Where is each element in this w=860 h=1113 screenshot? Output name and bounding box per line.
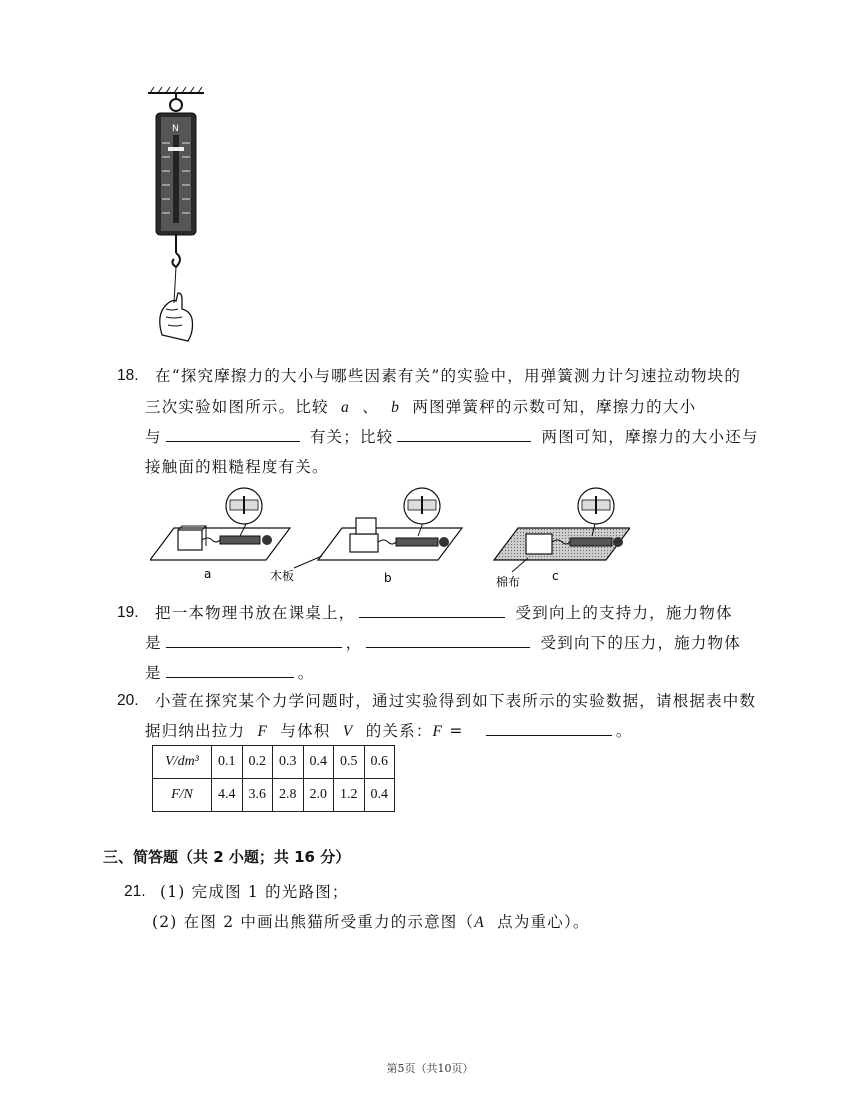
table-cell: 3.6 — [242, 779, 273, 812]
label-cloth: 棉布 — [496, 575, 521, 589]
label-c: c — [552, 569, 559, 583]
q20-line-2: 据归纳出拉力 F 与体积 V 的关系：F = 。 — [145, 716, 633, 747]
answer-blank[interactable] — [486, 719, 612, 736]
table-cell: 0.6 — [364, 746, 395, 779]
q18-line-2: 三次实验如图所示。比较 a 、 b 两图弹簧秤的示数可知，摩擦力的大小 — [145, 398, 697, 416]
table-header-volume: V/dm³ — [153, 746, 212, 779]
q21-part-1: (1) 完成图 1 的光路图； — [160, 883, 349, 901]
table-cell: 2.0 — [303, 779, 334, 812]
question-number: 19. — [117, 604, 139, 621]
panel-b — [318, 488, 462, 585]
answer-blank[interactable] — [359, 601, 505, 618]
table-row — [153, 746, 395, 779]
data-table — [152, 745, 395, 812]
table-cell: 1.2 — [334, 779, 365, 812]
section-title: 三、简答题（共 2 小题；共 16 分） — [103, 848, 351, 866]
q21-part-2: (2) 在图 2 中画出熊猫所受重力的示意图（A 点为重心）。 — [152, 913, 590, 931]
page-footer: 第5页（共10页） — [386, 1062, 474, 1075]
spring-scale-figure — [140, 85, 220, 347]
q18-line-4: 接触面的粗糙程度有关。 — [145, 458, 329, 476]
table-cell: 0.4 — [303, 746, 334, 779]
table-cell: 4.4 — [212, 779, 243, 812]
answer-blank[interactable] — [366, 631, 530, 648]
q19-line-3: 是 。 — [145, 658, 314, 688]
q20-line-1: 小萱在探究某个力学问题时，通过实验得到如下表所示的实验数据，请根据表中数 — [155, 692, 757, 710]
table-cell: 0.4 — [364, 779, 395, 812]
question-number: 21. — [124, 883, 146, 900]
panel-a — [150, 488, 290, 581]
answer-blank[interactable] — [397, 425, 531, 442]
table-cell: 0.5 — [334, 746, 365, 779]
answer-blank[interactable] — [166, 425, 300, 442]
q19-line-2: 是 ， 受到向下的压力，施力物体 — [145, 628, 741, 658]
table-cell: 0.2 — [242, 746, 273, 779]
q18-line-1: 在“探究摩擦力的大小与哪些因素有关”的实验中，用弹簧测力计匀速拉动物块的 — [155, 367, 742, 385]
label-a: a — [204, 567, 212, 581]
table-row — [153, 779, 395, 812]
question-number: 20. — [117, 692, 139, 709]
table-cell: 0.1 — [212, 746, 243, 779]
table-cell: 0.3 — [273, 746, 304, 779]
table-header-force: F/N — [153, 779, 212, 812]
answer-blank[interactable] — [166, 631, 342, 648]
panel-c — [494, 488, 630, 583]
q18-line-3: 与 有关；比较 两图可知，摩擦力的大小还与 — [145, 422, 759, 452]
label-b: b — [384, 571, 392, 585]
svg-text:N: N — [172, 124, 179, 134]
table-cell: 2.8 — [273, 779, 304, 812]
question-number: 18. — [117, 367, 139, 384]
answer-blank[interactable] — [166, 661, 294, 678]
friction-experiment-figure — [150, 486, 630, 590]
q19-line-1: 把一本物理书放在课桌上， 受到向上的支持力，施力物体 — [155, 598, 733, 628]
label-wood: 木板 — [270, 569, 295, 583]
